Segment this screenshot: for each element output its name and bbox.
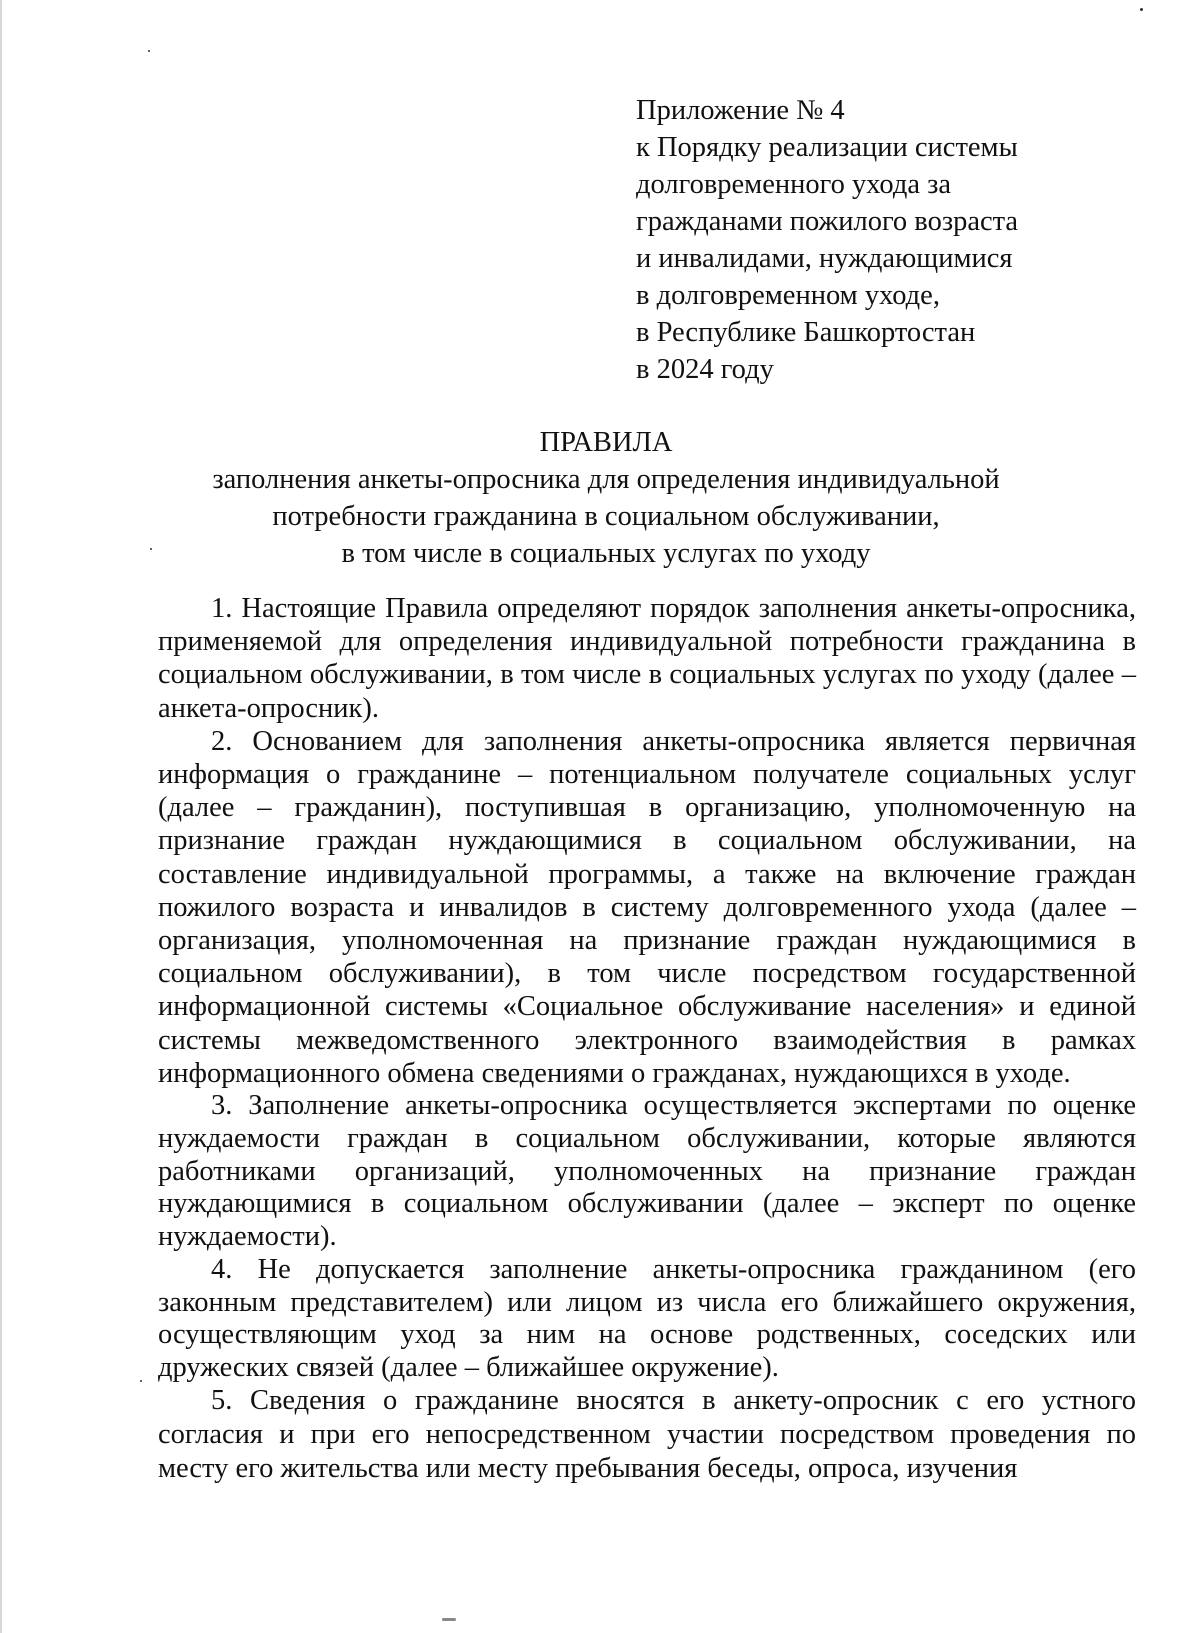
paragraph-4: 4. Не допускается заполнение анкеты-опросника гражданином (его законным представителем) или лицом из числа его ближайшего окружения, осуществляющим уход за ним на основе родственных, соседских или дружеских связей (далее – ближайшее окружение).: [158, 1254, 1136, 1383]
scan-speck: [140, 1380, 142, 1382]
scan-speck: [148, 50, 150, 52]
annex-line: в долговременном уходе,: [636, 280, 940, 311]
document-body: [158, 592, 1136, 1485]
annex-line: Приложение № 4: [636, 95, 845, 126]
scan-speck: [0, 0, 2, 1633]
annex-line: гражданами пожилого возраста: [636, 206, 1019, 237]
annex-line: в 2024 году: [636, 354, 774, 385]
subtitle-line: в том числе в социальных услугах по уходу: [341, 538, 871, 569]
subtitle-line: заполнения анкеты-опросника для определения индивидуальной: [212, 464, 1000, 495]
paragraph-5: 5. Сведения о гражданине вносятся в анкету-опросник с его устного согласия и при его непосредственном участии посредством проведения по месту его жительства или месту пребывания беседы, опроса, изучения: [158, 1385, 1136, 1484]
annex-line: к Порядку реализации системы: [636, 132, 1018, 163]
annex-line: в Республике Башкортостан: [636, 317, 976, 348]
title-heading: ПРАВИЛА: [539, 427, 673, 458]
scan-speck: [442, 1618, 456, 1621]
document-title: [150, 424, 1062, 572]
title-subtitle: [150, 461, 1062, 572]
scan-speck: [1140, 8, 1143, 11]
annex-line: и инвалидами, нуждающимися: [636, 243, 1013, 274]
annex-header: [636, 92, 1096, 388]
subtitle-line: потребности гражданина в социальном обслуживании,: [272, 501, 940, 532]
paragraph-3: 3. Заполнение анкеты-опросника осуществляется экспертами по оценке нуждаемости граждан в социальном обслуживании, которые являются работниками организаций, уполномоченных на признание граждан нуждающимися в социальном обслуживании (далее – эксперт по оценке нуждаемости).: [158, 1090, 1136, 1253]
paragraph-2: 2. Основанием для заполнения анкеты-опросника является первичная информация о гражданине – потенциальном получателе социальных услуг (далее – гражданин), поступившая в организацию, уполномоченную на признание граждан нуждающимися в социальном обслуживании, на составление индивидуальной программы, а также на включение граждан пожилого возраста и инвалидов в систему долговременного ухода (далее – организация, уполномоченная на признание граждан нуждающимися в социальном обслуживании), в том числе посредством государственной информационной системы «Социальное обслуживание населения» и единой системы межведомственного электронного взаимодействия в рамках информационного обмена сведениями о гражданах, нуждающихся в уходе.: [158, 725, 1136, 1089]
annex-line: долговременного ухода за: [636, 169, 952, 200]
scan-speck: [150, 548, 152, 550]
paragraph-1: 1. Настоящие Правила определяют порядок заполнения анкеты-опросника, применяемой для определения индивидуальной потребности гражданина в социальном обслуживании, в том числе в социальных услугах по уходу (далее – анкета-опросник).: [158, 593, 1136, 724]
